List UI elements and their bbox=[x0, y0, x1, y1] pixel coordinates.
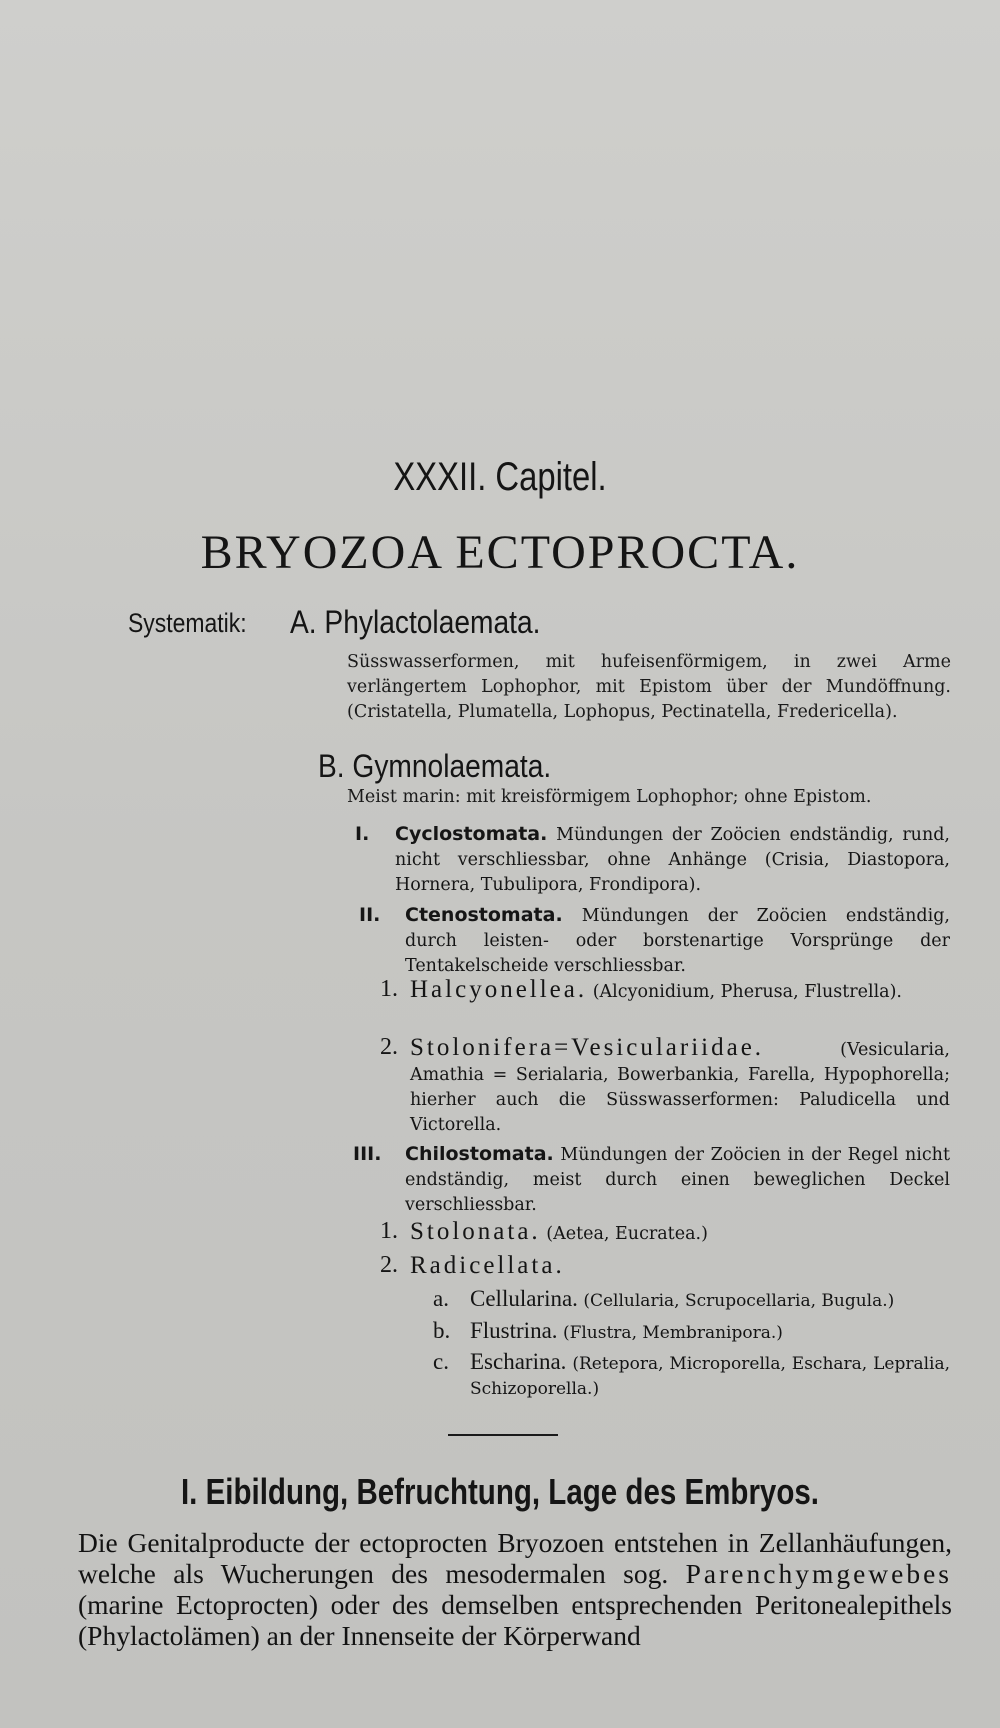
family-description: (Cellularia, Scrupocellaria, Bugula.) bbox=[583, 1291, 895, 1311]
suborder-halcyonellea bbox=[380, 976, 950, 1005]
suborder-name: Radicellata. bbox=[410, 1252, 565, 1279]
suborder-stolonifera bbox=[380, 1034, 950, 1138]
body-text-part2: (marine Ectoprocten) oder des demselben entsprechenden Peritonealepithels (Phylactolämen) an der Innenseite der Körperwand bbox=[78, 1589, 952, 1651]
family-description: (Flustra, Membranipora.) bbox=[562, 1323, 783, 1343]
family-escharina bbox=[433, 1349, 951, 1402]
group-b-heading: B. Gymnolaemata. bbox=[318, 748, 552, 784]
body-spaced-term: Parenchymgewebes bbox=[685, 1558, 953, 1589]
order-description: Mündungen der Zoöcien endständig, durch leisten- oder borstenartige Vorsprünge der Tentakelscheide verschliessbar. bbox=[405, 906, 950, 976]
family-letter: b. bbox=[433, 1318, 451, 1343]
suborder-number: 1. bbox=[380, 976, 398, 1002]
group-a-description: Süsswasserformen, mit hufeisenförmigem, in zwei Arme verlängertem Lophophor, mit Epistom über der Mundöffnung. (Cristatella, Plumatella, Lophopus, Pectinatella, Fredericella). bbox=[347, 652, 951, 722]
group-b-description: Meist marin: mit kreisförmigem Lophophor; ohne Epistom. bbox=[347, 787, 872, 807]
suborder-number: 2. bbox=[380, 1034, 398, 1060]
chapter-heading: XXXII. Capitel. bbox=[393, 455, 607, 499]
order-description: Mündungen der Zoöcien in der Regel nicht endständig, meist durch einen beweglichen Deckel verschliessbar. bbox=[405, 1145, 950, 1215]
order-name: Cyclostomata. bbox=[395, 823, 548, 845]
order-name: Chilostomata. bbox=[405, 1143, 554, 1165]
body-paragraph bbox=[78, 1527, 952, 1651]
section-divider bbox=[448, 1434, 558, 1436]
suborder-name: Halcyonellea. bbox=[410, 976, 588, 1003]
suborder-description: (Alcyonidium, Pherusa, Flustrella). bbox=[592, 982, 902, 1002]
suborder-name: Stolonifera=Vesiculariidae. bbox=[410, 1034, 765, 1061]
family-name: Cellularina. bbox=[470, 1286, 578, 1311]
order-ctenostomata bbox=[359, 903, 950, 979]
order-description: Mündungen der Zoöcien endständig, rund, nicht verschliessbar, ohne Anhänge (Crisia, Diastopora, Hornera, Tubulipora, Frondipora). bbox=[395, 825, 950, 895]
family-letter: c. bbox=[433, 1349, 449, 1374]
family-description: (Retepora, Microporella, Eschara, Lepralia, Schizoporella.) bbox=[470, 1354, 951, 1399]
section-heading: I. Eibildung, Befruchtung, Lage des Embryos. bbox=[180, 1471, 820, 1512]
family-name: Flustrina. bbox=[470, 1318, 558, 1343]
order-chilostomata bbox=[353, 1142, 950, 1218]
group-a-heading: A. Phylactolaemata. bbox=[290, 604, 541, 640]
body-text-part1: Die Genitalproducte der ectoprocten Bryozoen entstehen in Zellanhäufungen, welche als Wucherungen des mesodermalen sog. bbox=[78, 1527, 952, 1589]
suborder-name: Stolonata. bbox=[410, 1218, 541, 1245]
order-number: II. bbox=[359, 904, 381, 926]
suborder-description: (Aetea, Eucratea.) bbox=[546, 1224, 708, 1244]
suborder-number: 1. bbox=[380, 1218, 398, 1244]
order-cyclostomata bbox=[355, 822, 950, 898]
suborder-number: 2. bbox=[380, 1252, 398, 1278]
family-cellularina bbox=[433, 1286, 950, 1314]
order-number: III. bbox=[353, 1143, 382, 1165]
family-name: Escharina. bbox=[470, 1349, 567, 1374]
suborder-description: (Vesicularia, Amathia = Serialaria, Bowerbankia, Farella, Hypophorella; hierher auch die Süsswasserformen: Paludicella und Victorella. bbox=[410, 1040, 950, 1135]
suborder-radicellata bbox=[380, 1252, 950, 1281]
family-flustrina bbox=[433, 1318, 950, 1346]
page-title: BRYOZOA ECTOPROCTA. bbox=[200, 526, 800, 579]
show-through-texture bbox=[78, 100, 958, 130]
systematik-label: Systematik: bbox=[128, 608, 247, 638]
order-name: Ctenostomata. bbox=[405, 904, 563, 926]
order-number: I. bbox=[355, 823, 370, 845]
suborder-stolonata bbox=[380, 1218, 950, 1247]
family-letter: a. bbox=[433, 1286, 449, 1311]
